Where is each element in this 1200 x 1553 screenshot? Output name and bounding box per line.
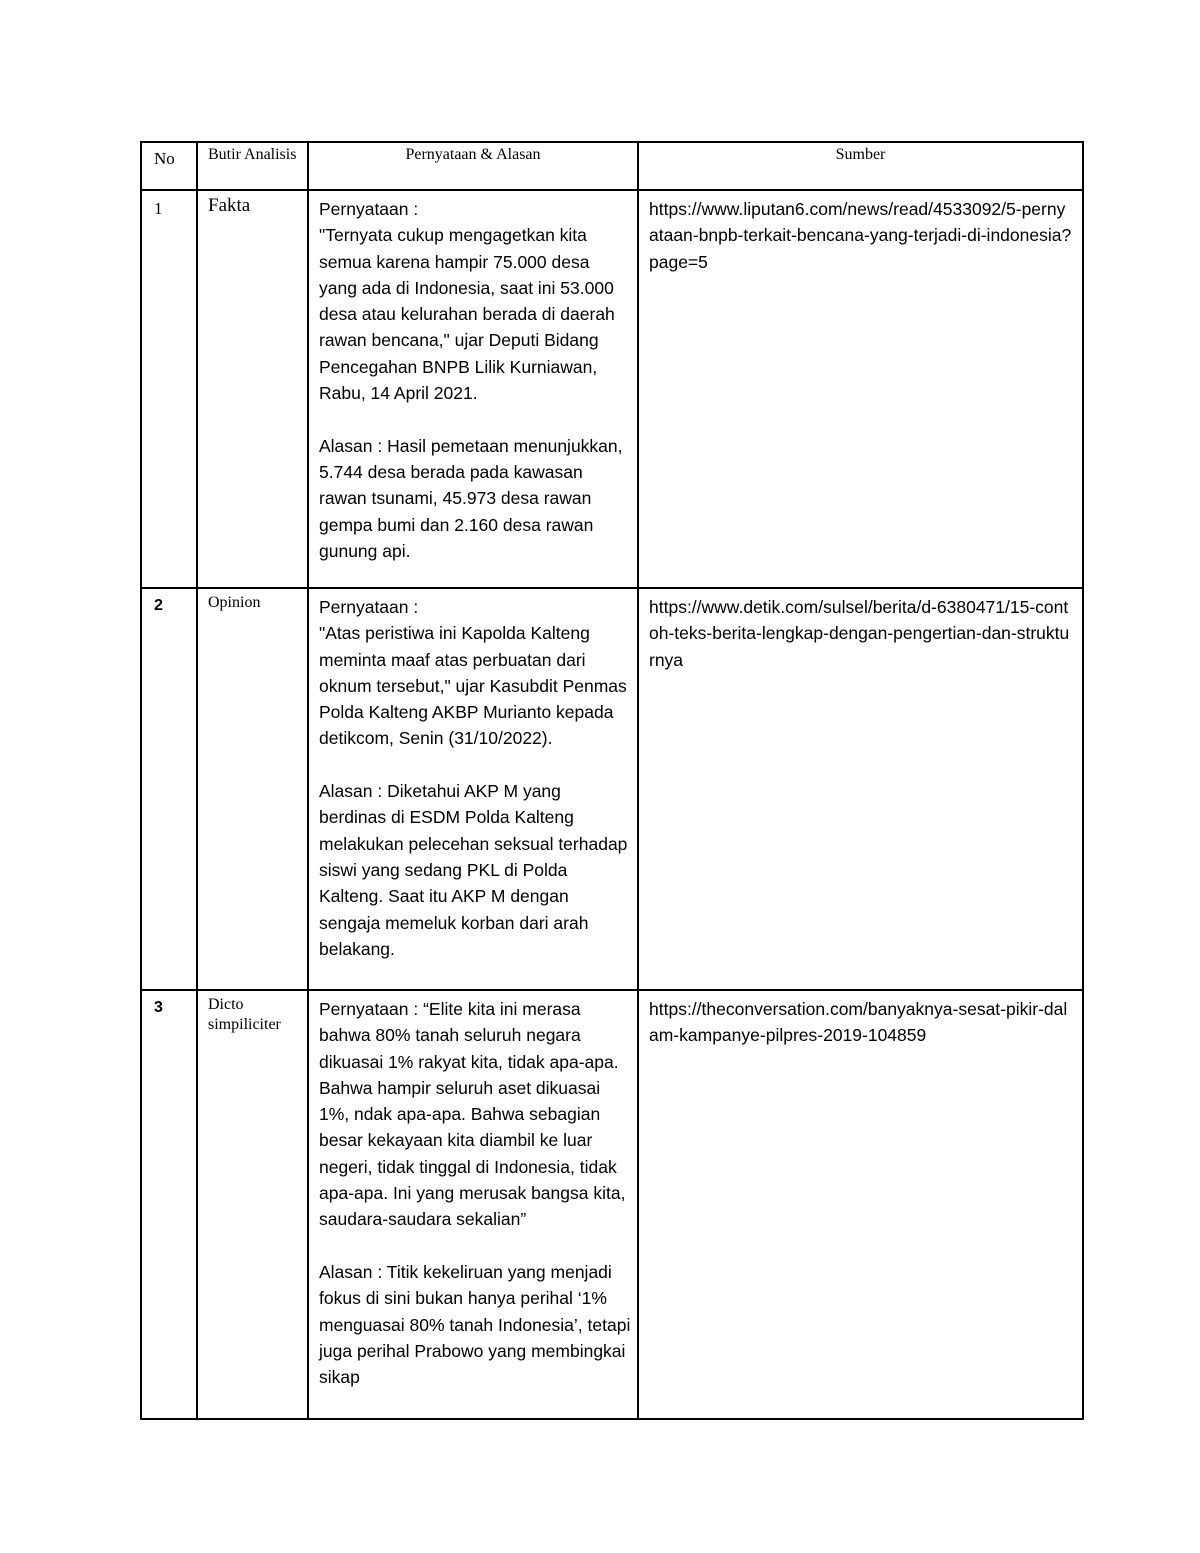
pernyataan-text: Pernyataan : "Atas peristiwa ini Kapolda Kalteng meminta maaf atas perbuatan dari oknum tersebut," ujar Kasubdit Penmas Polda Kalteng AKBP Murianto kepada detikcom, Senin (31/10/2022). — [319, 597, 627, 749]
row-number: 2 — [141, 588, 197, 990]
pernyataan-text: Pernyataan : "Ternyata cukup mengagetkan kita semua karena hampir 75.000 desa yang ada di Indonesia, saat ini 53.000 desa atau kelurahan berada di daerah rawan bencana," ujar Deputi Bidang Pencegahan BNPB Lilik Kurniawan, Rabu, 14 April 2021. — [319, 199, 615, 404]
row-number: 3 — [141, 990, 197, 1419]
sumber-link[interactable]: https://www.detik.com/sulsel/berita/d-6380471/15-contoh-teks-berita-lengkap-dengan-pengertian-dan-strukturnya — [638, 588, 1083, 990]
table-row — [141, 190, 1083, 588]
header-no: No — [141, 142, 197, 190]
header-sumber: Sumber — [638, 142, 1083, 190]
alasan-text: Alasan : Titik kekeliruan yang menjadi fokus di sini bukan hanya perihal ‘1% menguasai 80% tanah Indonesia’, tetapi juga perihal Prabowo yang membingkai sikap — [319, 1261, 636, 1388]
butir-analisis-cell: Dicto simpiliciter — [197, 990, 308, 1419]
butir-analisis-cell: Fakta — [197, 190, 308, 588]
table-header-row — [141, 142, 1083, 190]
row-number: 1 — [141, 190, 197, 588]
butir-analisis-cell: Opinion — [197, 588, 308, 990]
table-row — [141, 990, 1083, 1419]
pernyataan-alasan-cell — [308, 190, 638, 588]
analysis-table — [140, 141, 1084, 1420]
alasan-text: Alasan : Hasil pemetaan menunjukkan, 5.744 desa berada pada kawasan rawan tsunami, 45.973 desa rawan gempa bumi dan 2.160 desa rawan gunung api. — [319, 435, 628, 561]
header-pernyataan-alasan: Pernyataan & Alasan — [308, 142, 638, 190]
table-row — [141, 588, 1083, 990]
pernyataan-alasan-cell — [308, 990, 638, 1419]
sumber-link[interactable]: https://www.liputan6.com/news/read/4533092/5-pernyataan-bnpb-terkait-bencana-yang-terjadi-di-indonesia?page=5 — [638, 190, 1083, 588]
sumber-link[interactable]: https://theconversation.com/banyaknya-sesat-pikir-dalam-kampanye-pilpres-2019-104859 — [638, 990, 1083, 1419]
pernyataan-alasan-cell — [308, 588, 638, 990]
alasan-text: Alasan : Diketahui AKP M yang berdinas di ESDM Polda Kalteng melakukan pelecehan seksual terhadap siswi yang sedang PKL di Polda Kalteng. Saat itu AKP M dengan sengaja memeluk korban dari arah belakang. — [319, 781, 633, 959]
header-butir-analisis: Butir Analisis — [197, 142, 308, 190]
pernyataan-text: Pernyataan : “Elite kita ini merasa bahwa 80% tanah seluruh negara dikuasai 1% rakyat kita, tidak apa-apa. Bahwa hampir seluruh aset dikuasai 1%, ndak apa-apa. Bahwa sebagian besar kekayaan kita diambil ke luar negeri, tidak tinggal di Indonesia, tidak apa-apa. Ini yang merusak bangsa kita, saudara-saudara sekalian” — [319, 999, 631, 1230]
